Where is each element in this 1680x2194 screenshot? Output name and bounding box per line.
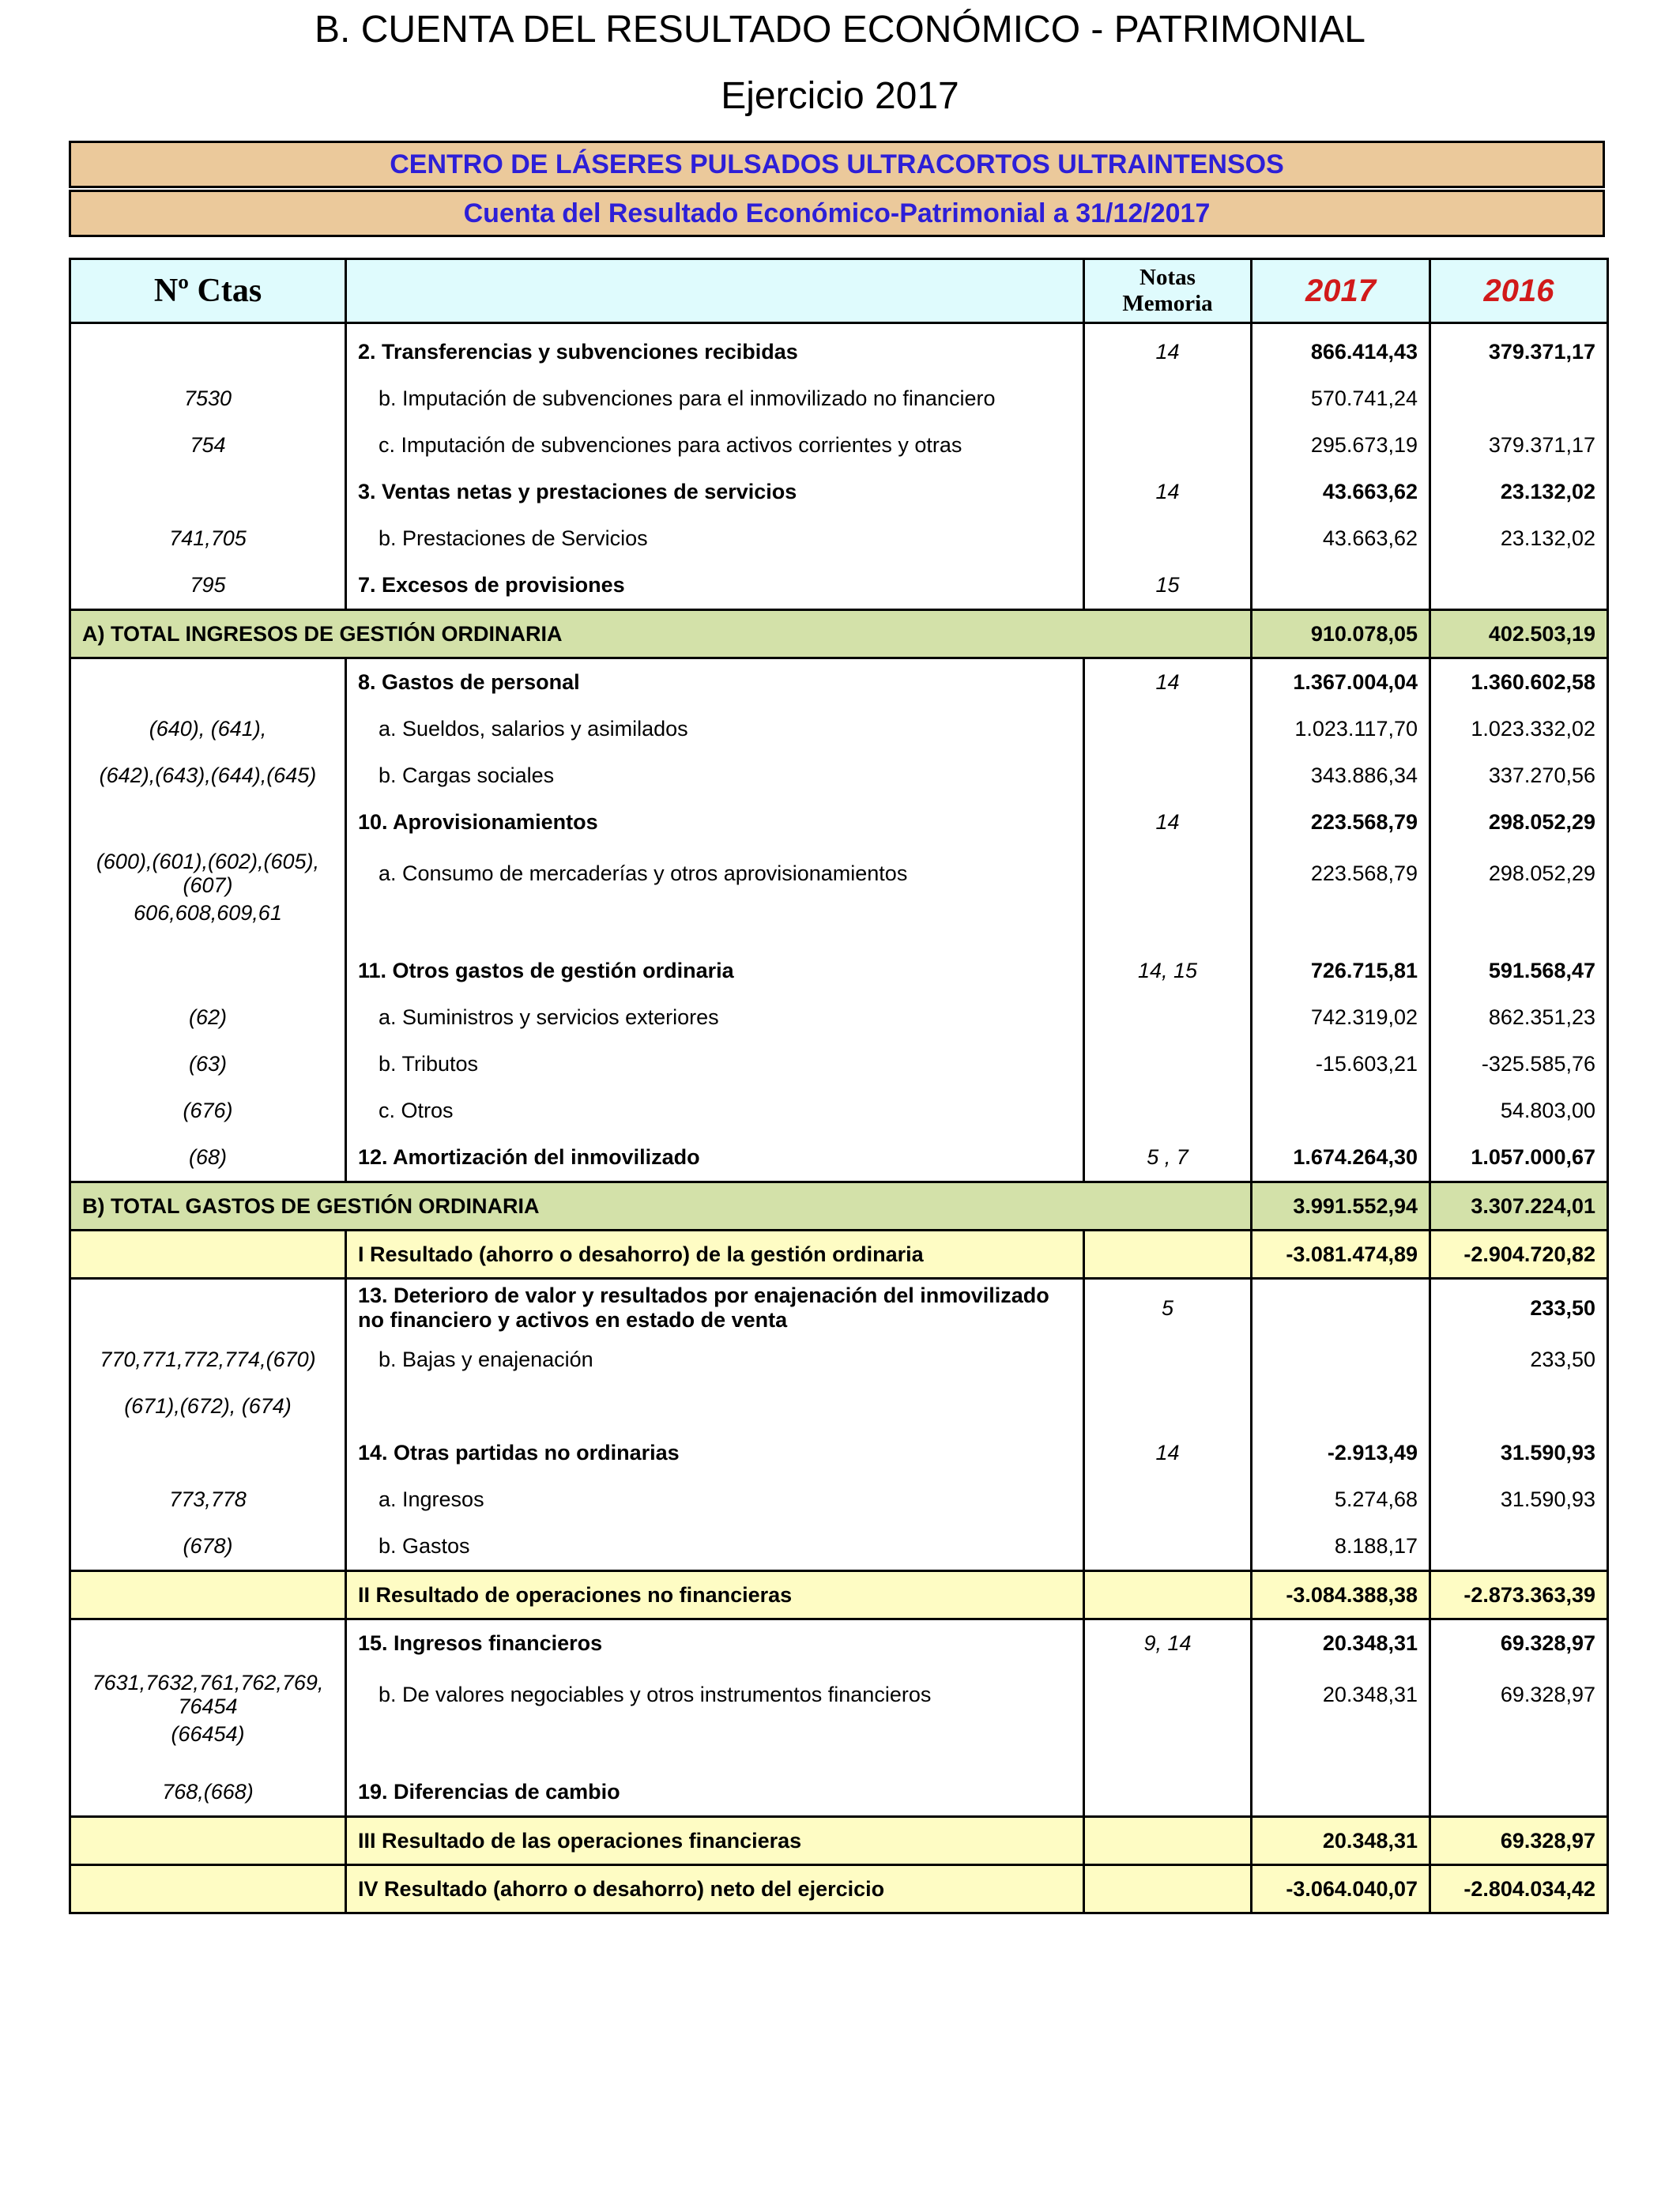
row-ctas: [70, 469, 346, 515]
row-concept: 3. Ventas netas y prestaciones de servicios: [346, 469, 1084, 515]
row-ctas: (62): [70, 994, 346, 1041]
header-2017: 2017: [1252, 259, 1430, 323]
row-ctas: [70, 799, 346, 846]
row-2016: 298.052,29: [1430, 846, 1608, 901]
table-row: [70, 752, 1608, 799]
table-row: [70, 515, 1608, 562]
row-concept: 13. Deterioro de valor y resultados por enajenación del inmovilizado no financiero y activos en estado de venta: [346, 1279, 1084, 1337]
row-2016: 862.351,23: [1430, 994, 1608, 1041]
table-row: [70, 329, 1608, 375]
row-2017: 8.188,17: [1252, 1523, 1430, 1571]
table-row: [70, 1523, 1608, 1571]
row-ctas: (676): [70, 1088, 346, 1134]
row-notas: [1084, 901, 1252, 948]
row-2016: [1430, 1383, 1608, 1430]
row-2017: [1252, 1722, 1430, 1769]
row-ctas: 754: [70, 422, 346, 469]
row-notas: [1084, 706, 1252, 752]
row-concept: [346, 1383, 1084, 1430]
row-2016: [1430, 1722, 1608, 1769]
table-row: [70, 1667, 1608, 1722]
row-ctas: 7530: [70, 375, 346, 422]
row-2016: 23.132,02: [1430, 515, 1608, 562]
result-ctas: [70, 1865, 346, 1913]
row-concept: b. Gastos: [346, 1523, 1084, 1571]
row-notas: [1084, 422, 1252, 469]
row-2016: 69.328,97: [1430, 1619, 1608, 1668]
table-row: [70, 706, 1608, 752]
row-ctas: 7631,7632,761,762,769, 76454: [70, 1667, 346, 1722]
row-concept: 7. Excesos de provisiones: [346, 562, 1084, 610]
row-concept: a. Ingresos: [346, 1476, 1084, 1523]
entity-banner: CENTRO DE LÁSERES PULSADOS ULTRACORTOS ULTRAINTENSOS: [69, 141, 1605, 188]
row-ctas: 606,608,609,61: [70, 901, 346, 948]
row-2016: 591.568,47: [1430, 948, 1608, 994]
total-2017: 910.078,05: [1252, 610, 1430, 658]
row-2017: [1252, 1279, 1430, 1337]
row-notas: [1084, 1336, 1252, 1383]
row-2016: 23.132,02: [1430, 469, 1608, 515]
result-notas: [1084, 1817, 1252, 1865]
row-ctas: (600),(601),(602),(605),(607): [70, 846, 346, 901]
result-label: IV Resultado (ahorro o desahorro) neto del ejercicio: [346, 1865, 1084, 1913]
row-2017: 742.319,02: [1252, 994, 1430, 1041]
row-notas: 14: [1084, 469, 1252, 515]
row-concept: 12. Amortización del inmovilizado: [346, 1134, 1084, 1182]
header-notas: Notas Memoria: [1084, 259, 1252, 323]
row-2016: 31.590,93: [1430, 1476, 1608, 1523]
row-2017: 295.673,19: [1252, 422, 1430, 469]
table-row: [70, 562, 1608, 610]
total-row: [70, 1182, 1608, 1231]
row-ctas: [70, 658, 346, 707]
table-row: [70, 1134, 1608, 1182]
table-row: [70, 1476, 1608, 1523]
row-concept: c. Imputación de subvenciones para activos corrientes y otras: [346, 422, 1084, 469]
result-2016: -2.904.720,82: [1430, 1231, 1608, 1279]
row-2017: -15.603,21: [1252, 1041, 1430, 1088]
header-concept: [346, 259, 1084, 323]
row-2017: 726.715,81: [1252, 948, 1430, 994]
row-notas: 14: [1084, 1430, 1252, 1476]
result-2017: -3.081.474,89: [1252, 1231, 1430, 1279]
result-2017: -3.064.040,07: [1252, 1865, 1430, 1913]
row-ctas: (671),(672), (674): [70, 1383, 346, 1430]
row-2016: -325.585,76: [1430, 1041, 1608, 1088]
row-notas: [1084, 1088, 1252, 1134]
table-row: [70, 1430, 1608, 1476]
row-concept: c. Otros: [346, 1088, 1084, 1134]
row-concept: b. Bajas y enajenación: [346, 1336, 1084, 1383]
row-notas: [1084, 752, 1252, 799]
row-concept: b. Cargas sociales: [346, 752, 1084, 799]
row-concept: [346, 1722, 1084, 1769]
row-2016: [1430, 1523, 1608, 1571]
row-2017: -2.913,49: [1252, 1430, 1430, 1476]
row-notas: [1084, 994, 1252, 1041]
total-2016: 402.503,19: [1430, 610, 1608, 658]
row-2017: [1252, 1336, 1430, 1383]
row-ctas: (640), (641),: [70, 706, 346, 752]
result-notas: [1084, 1865, 1252, 1913]
result-2016: -2.873.363,39: [1430, 1571, 1608, 1619]
row-concept: 10. Aprovisionamientos: [346, 799, 1084, 846]
row-concept: b. Tributos: [346, 1041, 1084, 1088]
row-2016: 233,50: [1430, 1279, 1608, 1337]
row-concept: b. De valores negociables y otros instrumentos financieros: [346, 1667, 1084, 1722]
result-label: III Resultado de las operaciones financieras: [346, 1817, 1084, 1865]
row-2017: 1.023.117,70: [1252, 706, 1430, 752]
result-2016: -2.804.034,42: [1430, 1865, 1608, 1913]
table-row: [70, 1041, 1608, 1088]
row-ctas: (66454): [70, 1722, 346, 1769]
row-2017: 43.663,62: [1252, 515, 1430, 562]
result-row: [70, 1571, 1608, 1619]
row-2016: [1430, 1769, 1608, 1817]
row-notas: [1084, 1041, 1252, 1088]
row-concept: 11. Otros gastos de gestión ordinaria: [346, 948, 1084, 994]
row-2017: 343.886,34: [1252, 752, 1430, 799]
row-notas: [1084, 1383, 1252, 1430]
row-concept: a. Suministros y servicios exteriores: [346, 994, 1084, 1041]
row-ctas: 773,778: [70, 1476, 346, 1523]
header-2016: 2016: [1430, 259, 1608, 323]
row-ctas: (68): [70, 1134, 346, 1182]
row-notas: [1084, 1476, 1252, 1523]
row-2017: 20.348,31: [1252, 1619, 1430, 1668]
result-notas: [1084, 1571, 1252, 1619]
row-notas: 14: [1084, 329, 1252, 375]
table-row: [70, 1279, 1608, 1337]
row-ctas: 741,705: [70, 515, 346, 562]
row-2016: [1430, 562, 1608, 610]
row-ctas: [70, 1430, 346, 1476]
row-2017: 866.414,43: [1252, 329, 1430, 375]
row-2016: 54.803,00: [1430, 1088, 1608, 1134]
row-notas: 14: [1084, 658, 1252, 707]
result-ctas: [70, 1817, 346, 1865]
row-notas: 14, 15: [1084, 948, 1252, 994]
row-notas: [1084, 1523, 1252, 1571]
row-2016: 1.023.332,02: [1430, 706, 1608, 752]
row-notas: [1084, 375, 1252, 422]
result-label: II Resultado de operaciones no financieras: [346, 1571, 1084, 1619]
row-2016: 31.590,93: [1430, 1430, 1608, 1476]
table-row: [70, 1088, 1608, 1134]
table-row: [70, 846, 1608, 901]
row-notas: 5: [1084, 1279, 1252, 1337]
row-2017: [1252, 562, 1430, 610]
row-2017: 43.663,62: [1252, 469, 1430, 515]
total-row: [70, 610, 1608, 658]
row-concept: 8. Gastos de personal: [346, 658, 1084, 707]
row-2016: 337.270,56: [1430, 752, 1608, 799]
table-row: [70, 422, 1608, 469]
row-2017: 1.674.264,30: [1252, 1134, 1430, 1182]
page-title: B. CUENTA DEL RESULTADO ECONÓMICO - PATRIMONIAL: [315, 9, 1365, 51]
row-2016: 379.371,17: [1430, 422, 1608, 469]
row-2016: 298.052,29: [1430, 799, 1608, 846]
row-2016: 1.360.602,58: [1430, 658, 1608, 707]
row-concept: 15. Ingresos financieros: [346, 1619, 1084, 1668]
table-row: [70, 1383, 1608, 1430]
table-row: [70, 799, 1608, 846]
row-ctas: 795: [70, 562, 346, 610]
row-concept: 14. Otras partidas no ordinarias: [346, 1430, 1084, 1476]
row-ctas: [70, 948, 346, 994]
result-notas: [1084, 1231, 1252, 1279]
results-table: [69, 258, 1609, 1914]
row-notas: [1084, 1667, 1252, 1722]
row-notas: [1084, 515, 1252, 562]
statement-banner: Cuenta del Resultado Económico-Patrimonial a 31/12/2017: [69, 190, 1605, 237]
table-row: [70, 469, 1608, 515]
row-2017: [1252, 1769, 1430, 1817]
row-ctas: 768,(668): [70, 1769, 346, 1817]
row-2017: [1252, 1383, 1430, 1430]
row-2016: [1430, 375, 1608, 422]
row-ctas: 770,771,772,774,(670): [70, 1336, 346, 1383]
row-ctas: [70, 329, 346, 375]
row-concept: b. Prestaciones de Servicios: [346, 515, 1084, 562]
row-notas: 14: [1084, 799, 1252, 846]
row-2016: 69.328,97: [1430, 1667, 1608, 1722]
row-2016: 1.057.000,67: [1430, 1134, 1608, 1182]
row-ctas: (642),(643),(644),(645): [70, 752, 346, 799]
total-2017: 3.991.552,94: [1252, 1182, 1430, 1231]
table-header-row: [70, 259, 1608, 323]
result-row: [70, 1231, 1608, 1279]
row-concept: a. Sueldos, salarios y asimilados: [346, 706, 1084, 752]
result-2016: 69.328,97: [1430, 1817, 1608, 1865]
total-label: B) TOTAL GASTOS DE GESTIÓN ORDINARIA: [70, 1182, 1252, 1231]
row-notas: 5 , 7: [1084, 1134, 1252, 1182]
row-2017: 20.348,31: [1252, 1667, 1430, 1722]
result-2017: -3.084.388,38: [1252, 1571, 1430, 1619]
page-subtitle: Ejercicio 2017: [721, 75, 959, 117]
table-row: [70, 1722, 1608, 1769]
row-concept: 19. Diferencias de cambio: [346, 1769, 1084, 1817]
row-ctas: [70, 1279, 346, 1337]
header-ctas: Nº Ctas: [70, 259, 346, 323]
row-notas: [1084, 1769, 1252, 1817]
table-row: [70, 1336, 1608, 1383]
table-row: [70, 1769, 1608, 1817]
row-2017: 223.568,79: [1252, 799, 1430, 846]
row-2017: 570.741,24: [1252, 375, 1430, 422]
row-ctas: (63): [70, 1041, 346, 1088]
total-label: A) TOTAL INGRESOS DE GESTIÓN ORDINARIA: [70, 610, 1252, 658]
result-2017: 20.348,31: [1252, 1817, 1430, 1865]
table-row: [70, 948, 1608, 994]
result-label: I Resultado (ahorro o desahorro) de la gestión ordinaria: [346, 1231, 1084, 1279]
table-row: [70, 1619, 1608, 1668]
row-ctas: (678): [70, 1523, 346, 1571]
row-2017: [1252, 901, 1430, 948]
table-row: [70, 375, 1608, 422]
result-ctas: [70, 1571, 346, 1619]
table-row: [70, 994, 1608, 1041]
row-ctas: [70, 1619, 346, 1668]
total-2016: 3.307.224,01: [1430, 1182, 1608, 1231]
row-2016: 379.371,17: [1430, 329, 1608, 375]
result-row: [70, 1865, 1608, 1913]
spacer-row: [70, 323, 1608, 330]
row-concept: a. Consumo de mercaderías y otros aprovisionamientos: [346, 846, 1084, 901]
result-row: [70, 1817, 1608, 1865]
row-2017: 223.568,79: [1252, 846, 1430, 901]
table-row: [70, 901, 1608, 948]
result-ctas: [70, 1231, 346, 1279]
row-concept: b. Imputación de subvenciones para el inmovilizado no financiero: [346, 375, 1084, 422]
row-notas: 15: [1084, 562, 1252, 610]
row-2016: [1430, 901, 1608, 948]
row-2016: 233,50: [1430, 1336, 1608, 1383]
row-2017: [1252, 1088, 1430, 1134]
row-concept: [346, 901, 1084, 948]
row-2017: 1.367.004,04: [1252, 658, 1430, 707]
row-notas: 9, 14: [1084, 1619, 1252, 1668]
row-2017: 5.274,68: [1252, 1476, 1430, 1523]
row-notas: [1084, 1722, 1252, 1769]
row-notas: [1084, 846, 1252, 901]
table-row: [70, 658, 1608, 707]
row-concept: 2. Transferencias y subvenciones recibidas: [346, 329, 1084, 375]
